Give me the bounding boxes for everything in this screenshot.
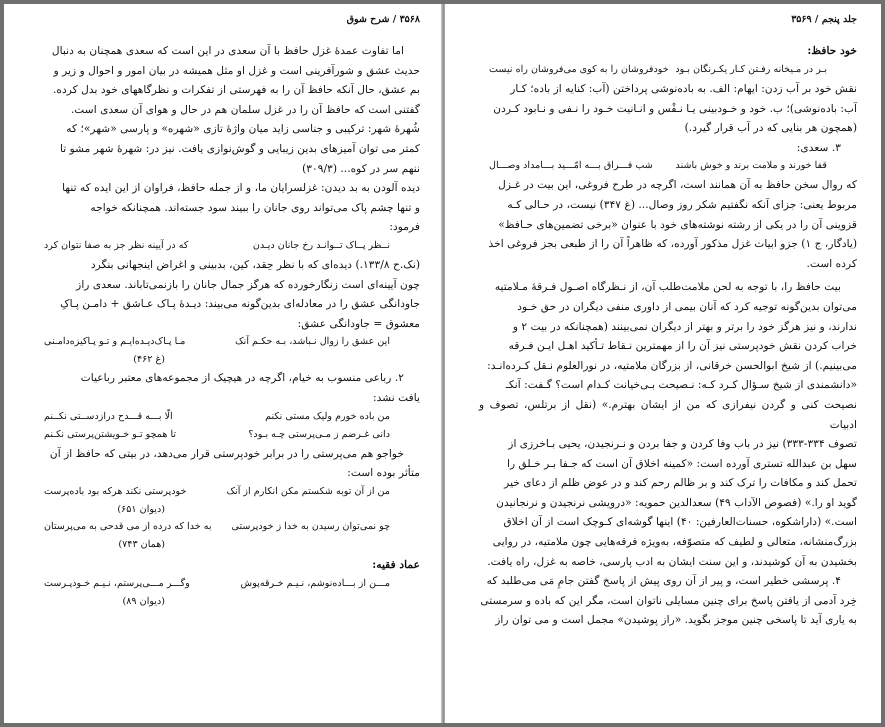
text-line: خراب کردن نقش خودپرستی نیز آن را از مهمترین نـقاط تـأکید اهـل ایـن فـرقه xyxy=(508,339,857,353)
text-line: یافت نشد: xyxy=(373,390,420,404)
citation: (دیوان ۸۹) xyxy=(122,595,165,607)
section-heading: خود حافظ: xyxy=(807,44,857,57)
verse-couplet xyxy=(479,157,857,175)
text-line: دیده آلودن به بد دیدن: غزلسرایان ما، و از جمله حافظ، فراوان از این ایده که تنها xyxy=(62,181,420,195)
text-line: بیت حافظ را، با توجه به لحن ملامت‌طلب آن، از نـظرگاه اصـول فـرقهٔ مـلامتیه xyxy=(494,280,841,294)
hemistich: من باده خورم ولیک مستی نکنم xyxy=(265,410,390,422)
text-line: اما تفاوت عمدهٔ غزل حافظ با آن سعدی در این است که سعدی همچنان به دنبال xyxy=(51,44,404,57)
verse-couplet xyxy=(34,237,420,255)
hemistich: خودپرستی نکند هرکه بود باده‌پرست xyxy=(44,485,187,497)
text-line: کمتر می توان آمیزهای بدین زیبایی و گوش‌نوازی یافت. نیز در: شهرهٔ شهر مشو تا xyxy=(60,141,420,155)
text-line: سهل بن عبدالله تستری آورده است: «کمینه اخلاق آن است که جـفا بـر خـلق را xyxy=(506,456,857,470)
text-line: «دانشمندی از شیخ سـؤال کـرد کـه: نـصیحت بـی‌خیانت کـدام است؟ گـفت: آنکـ xyxy=(505,378,857,392)
text-line: گفتنی است که حافظ آن را در غزل سلمان هم در حال و هوای آن سعدی است. xyxy=(70,102,420,116)
text-line: چون آیینه‌ای است زنگارخورده که هرگز جمال جانان را بازنمی‌تاباند. سعدی راز xyxy=(76,277,420,291)
hemistich: که در آیینه نظر جز به صفا نتوان کرد xyxy=(44,239,189,251)
text-line: بخشیدن به آن کوشیدند، و این سنت ایشان به ادب پارسی، خاصه به غزل، راه یافت. xyxy=(487,554,857,568)
hemistich: الّا بـــه قـــدح درازدســتی نکــنم xyxy=(44,410,173,422)
text-line: که روال سخن حافظ به آن همانند است، اگرچه در طرح فروغی، این بیت در غـزل xyxy=(498,178,857,192)
hemistich: مـا پـاک‌دیـده‌ایـم و تـو پـاکیزه‌دامـنی xyxy=(44,336,186,348)
verse-couplet xyxy=(34,575,420,593)
text-line: خواجو هم می‌پرستی را در برابر خودپرستی قرار می‌دهد، در بیتی که حافظ از آن xyxy=(49,446,404,460)
citation: (دیوان ۶۵۱) xyxy=(117,503,165,515)
text-line: گوید او را.» (فصوص الآداب ۴۹) سعدالدین حمویه: «درویشی نرنجیدن و نرنجانیدن xyxy=(496,495,857,509)
citation: (غ ۴۶۲) xyxy=(133,354,165,366)
text-line: معشوق = جاودانگی عشق: xyxy=(297,316,420,330)
text-line: آب: باده‌نوشی)؛ ب. خود و خـودبینی یـا نـفْس و انـانیت خـود را نـفی و نـابود کـردن xyxy=(493,101,857,115)
verse-couplet xyxy=(34,408,420,426)
text-line: قزوینی آن را در یکی از رشته نوشته‌های خود با عنوان «برخی تضمین‌های حـافظ» xyxy=(498,217,857,231)
text-line: می‌بینیم.) از شیخ ابوالحسن خرقانی، از بزرگان ملامتیه، در نورالعلوم نـقل کـرده‌انـد: xyxy=(487,358,857,372)
text-line: ۳. سعدی: xyxy=(796,140,841,154)
left-paragraph-1 xyxy=(34,41,420,237)
hemistich: شب فـــراق بـــه امّـــید بـــامداد وصـــال xyxy=(489,160,653,172)
text-line: می‌توان بدین‌گونه توجیه کرد که آنان بیمی از داوری منفی دیگران در حق خـود xyxy=(517,299,857,313)
left-paragraph-4 xyxy=(34,444,420,483)
hemistich: به خدا که درده از می قدحی به می‌پرستان xyxy=(44,520,212,532)
left-paragraph-2 xyxy=(34,255,420,333)
hemistich: خودفروشان را به کوی می‌فروشان راه نیست xyxy=(489,64,669,75)
right-paragraph-3 xyxy=(479,277,857,630)
section-heading: عماد فقیه: xyxy=(372,557,420,571)
hemistich: چو نمی‌توان رسیدن به خدا ز خودپرستی xyxy=(231,520,390,532)
text-line: ۴. پرسشی خطیر است، و پیر از آن روی پیش از پاسخ گفتن جامِ مَی می‌طلبد که xyxy=(486,574,841,588)
hemistich: قفا خورند و ملامت برند و خوش باشند xyxy=(675,160,827,172)
text-line: کرده است. xyxy=(806,256,857,270)
text-line: نصیحت کنی و گردن نیفرازی که من از ایشان بهترم.» (نقل از برتلس، تصوف و ادبیات xyxy=(479,397,857,431)
hemistich: مـــن از بـــاده‌نوشم، نـیـم خـرقه‌پوش xyxy=(240,577,390,589)
right-page xyxy=(445,4,881,723)
text-line: تحمل کند و مکافات را ترک کند و بر ظالم رحم کند و در عوض ظلم از دعای خیر xyxy=(504,476,857,490)
hemistich: دانی غـرضم ز مـی‌پرستی چـه بـود؟ xyxy=(248,428,390,440)
text-line: شُهرهٔ شهر: ترکیبی و جناسی زاید میان واژهٔ تازی «شهره» و پارسی «شهر»؛ که xyxy=(66,122,420,136)
left-page xyxy=(4,4,442,723)
text-line: (همچون هر بنایی که در آب قرار گیرد.) xyxy=(684,121,857,135)
text-line: جاودانگی عشق را در معادله‌ای بدین‌گونه می‌بیند: دیـدهٔ پـاک عـاشق + دامـن پـاکِ xyxy=(60,297,420,311)
text-line: بم عشق، حال آنکه حافظ آن را به فهرستی از تفکرات و نظرگاههای خود بدل کرده. xyxy=(53,83,420,97)
verse-couplet xyxy=(34,518,420,536)
text-line: نقش خود بر آب زدن: ایهام: الف. به باده‌نوشی پرداختن (آب: کنایه از باده؛ کـار xyxy=(510,82,857,95)
text-line: و تنها چشم پاک می‌تواند روی جانان را ببیند سود جسته‌اند. همچنانکه خواجه xyxy=(90,200,420,214)
hemistich: بـر در مـیخانه رفـتن کـار یکـرنگان بـود xyxy=(675,64,827,75)
text-line: ننهم سر در کوه... (۳۰۹/۳) xyxy=(302,161,420,175)
right-paragraph-1 xyxy=(479,79,857,157)
left-running-head: ۳۵۶۸ / شرح شوق xyxy=(346,14,420,25)
verse-couplet xyxy=(34,483,420,501)
text-line: است.» (داراشکوه، حسنات‌العارفین: ۴۰) اینها گوشه‌ای کـوچک است از آن اخلاق xyxy=(503,515,857,529)
text-line: فرمود: xyxy=(389,220,420,234)
text-line: ۲. رباعی منسوب به خیام، اگرچه در هیچیک از مجموعه‌های معتبر رباعیات xyxy=(80,371,404,385)
text-line: خِرد آدمی از یافتن پاسخ برای چنین مسایلی ناتوان است، مگر این که باده و سرمستی xyxy=(480,593,857,607)
text-line: مربوط یعنی: جزای آنکه نگفتیم شکر روز وصال... (غ ۳۴۷) نیست، در حـالی کـه xyxy=(507,197,857,211)
hemistich: من از آن توبه شکستم مکن انکارم از آنک xyxy=(226,485,390,497)
text-line: حدیث عشق و شورآفرینی است و غزل او مثل همیشه در بیان امور و احوال و زیر و xyxy=(53,63,420,77)
citation: (همان ۷۴۳) xyxy=(118,538,165,550)
right-running-head: جلد پنجم / ۳۵۶۹ xyxy=(791,14,857,25)
hemistich: نــظر پــاک تــوانـد رخ جانان دیـدن xyxy=(252,239,390,251)
verse-couplet xyxy=(34,426,420,444)
hemistich: این عشق را زوال نـباشد، بـه حکـم آنک xyxy=(235,336,390,348)
text-line: (نک.ح ۱۳۳/۸.) دیده‌ای که با نظر حِقد، کین، بدبینی و اغراض اینجهانی بنگرد xyxy=(90,257,420,271)
text-line: ندارند، و نیز هرگز خود را برتر و بهتر از دیگران نمی‌بینند (همچنانکه در بیت ۲ و xyxy=(512,319,857,333)
text-line: تصوف ۳۳۴-۳۳۳) نیز در باب وفا کردن و جفا بردن و نـرنجیدن، یحیی بـاخرزی از xyxy=(508,437,857,451)
right-paragraph-2 xyxy=(479,175,857,273)
hemistich: تا همچو تـو خـویشتن‌پرستی نکـنم xyxy=(44,428,177,440)
verse-couplet xyxy=(479,61,857,79)
text-line: (یادگار، ج ۱) جزو ابیات غزل مذکور آورده، که ظاهراً آن را از طبعی بجز فروغی اخذ xyxy=(488,237,857,251)
left-paragraph-3 xyxy=(34,368,420,407)
text-line: بزرگ‌منشانه، متعالی و لطیف که متصوّفه، به‌ویژه فرقه‌هایی چون ملامتیه، در روایی xyxy=(492,535,857,549)
hemistich: وگـــر مـــی‌پرستم، نـیـم خـودپـرست xyxy=(44,577,190,589)
text-line: متأثر بوده است: xyxy=(347,466,420,480)
text-line: به یاری آید تا پاسخی چنین موجز بگوید. «راز پوشیدن» مجمل است و می‌ توان راز xyxy=(495,613,857,627)
verse-couplet xyxy=(34,333,420,351)
